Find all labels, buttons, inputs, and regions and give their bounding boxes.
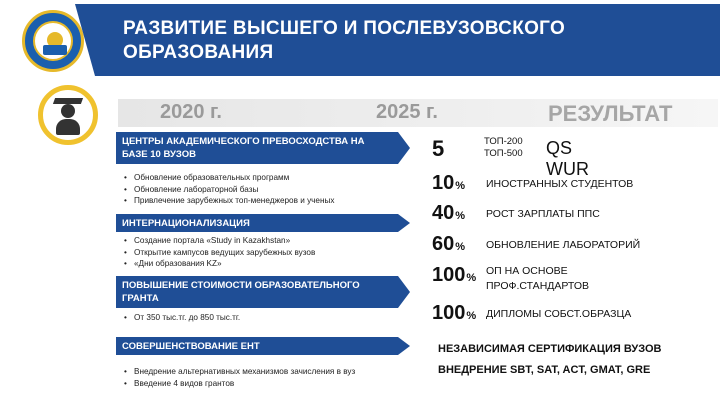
section-internationalization	[116, 214, 398, 232]
year-2020: 2020 г.	[160, 101, 222, 123]
section-academic-excellence	[116, 132, 398, 164]
section-bullets	[122, 312, 412, 324]
result-top200: ТОП-200	[484, 136, 523, 147]
page-title-line1: РАЗВИТИЕ ВЫСШЕГО И ПОСЛЕВУЗОВСКОГО	[123, 18, 566, 39]
section-bullets	[122, 235, 412, 270]
title-band	[95, 4, 720, 76]
section-ent-improvement	[116, 337, 398, 355]
section-title: СОВЕРШЕНСТВОВАНИЕ ЕНТ	[122, 341, 260, 352]
result-text: ОП НА ОСНОВЕ ПРОФ.СТАНДАРТОВ	[486, 265, 590, 292]
list-item: • Внедрение альтернативных механизмов зачисления в вуз	[122, 366, 412, 378]
result-number: 5	[432, 136, 445, 161]
graduate-avatar-icon	[38, 85, 98, 145]
result-number: 60%	[432, 233, 466, 255]
section-arrow	[398, 214, 410, 232]
result-heading: РЕЗУЛЬТАТ	[548, 101, 673, 126]
list-item: • Введение 4 видов грантов	[122, 378, 412, 390]
result-top-ranks	[484, 136, 523, 160]
certification-line: НЕЗАВИСИМАЯ СЕРТИФИКАЦИЯ ВУЗОВ	[438, 343, 662, 355]
result-number: 40%	[432, 202, 466, 224]
list-item: • Обновление лабораторной базы	[122, 184, 412, 196]
section-arrow	[398, 337, 410, 355]
result-number: 10%	[432, 172, 466, 194]
list-item: • От 350 тыс.тг. до 850 тыс.тг.	[122, 312, 412, 324]
result-number: 100%	[432, 302, 477, 324]
result-text: ИНОСТРАННЫХ СТУДЕНТОВ	[486, 178, 634, 190]
result-top500: ТОП-500	[484, 148, 523, 159]
page-title	[123, 17, 683, 65]
result-text: ОБНОВЛЕНИЕ ЛАБОРАТОРИЙ	[486, 239, 641, 251]
tests-line: ВНЕДРЕНИЕ SBT, SAT, ACT, GMAT, GRE	[438, 364, 651, 376]
year-2025: 2025 г.	[376, 101, 438, 123]
year-band	[118, 99, 718, 127]
section-arrow	[398, 276, 410, 308]
section-title: ПОВЫШЕНИЕ СТОИМОСТИ ОБРАЗОВАТЕЛЬНОГО ГРАНТА	[122, 280, 360, 304]
section-grant-increase	[116, 276, 398, 308]
section-bullets	[122, 366, 412, 389]
result-text: ДИПЛОМЫ СОБСТ.ОБРАЗЦА	[486, 308, 632, 320]
section-title: ЦЕНТРЫ АКАДЕМИЧЕСКОГО ПРЕВОСХОДСТВА НА БАЗЕ 10 ВУЗОВ	[122, 136, 365, 160]
section-bullets	[122, 172, 412, 207]
list-item: • Открытие кампусов ведущих зарубежных вузов	[122, 247, 412, 259]
result-text: РОСТ ЗАРПЛАТЫ ППС	[486, 208, 600, 220]
list-item: • Обновление образовательных программ	[122, 172, 412, 184]
result-number: 100%	[432, 264, 477, 286]
page-title-line2: ОБРАЗОВАНИЯ	[123, 42, 274, 63]
section-title: ИНТЕРНАЦИОНАЛИЗАЦИЯ	[122, 218, 250, 229]
list-item: • Привлечение зарубежных топ-менеджеров и ученых	[122, 195, 412, 207]
list-item: • Создание портала «Study in Kazakhstan»	[122, 235, 412, 247]
list-item: • «Дни образования KZ»	[122, 258, 412, 270]
section-arrow	[398, 132, 410, 164]
result-ranking-name: QS WUR	[546, 138, 589, 179]
header	[0, 0, 720, 78]
